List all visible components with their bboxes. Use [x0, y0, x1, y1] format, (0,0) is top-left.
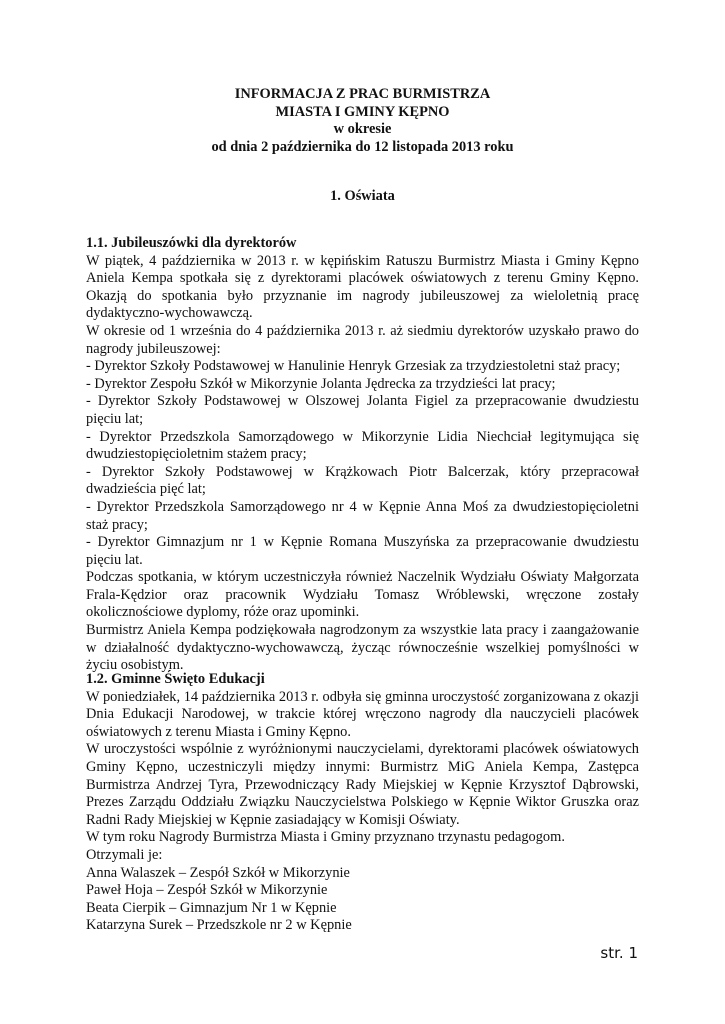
document-header	[0, 86, 725, 156]
subsection-heading: 1.1. Jubileuszówki dla dyrektorów	[86, 235, 297, 251]
paragraph: W piątek, 4 października w 2013 r. w kępińskim Ratuszu Burmistrz Miasta i Gminy Kępno Aniela Kempa spotkała się z dyrektorami placówek oświatowych z terenu Gminy Kępno. Okazją do spotkania było przyznanie im nagrody jubileuszowej za wieloletnią pracę dydaktyczno-wychowawczą.	[86, 252, 639, 322]
list-item: - Dyrektor Przedszkola Samorządowego w Mikorzynie Lidia Niechciał legitymująca się dwudziestopięcioletnim stażem pracy;	[86, 428, 639, 463]
paragraph: W poniedziałek, 14 października 2013 r. odbyła się gminna uroczystość zorganizowana z okazji Dnia Edukacji Narodowej, w trakcie której wręczono nagrody dla nauczycieli placówek oświatowych z terenu Miasta i Gminy Kępno.	[86, 688, 639, 740]
list-item: - Dyrektor Gimnazjum nr 1 w Kępnie Romana Muszyńska za przepracowanie dwudziestu pięciu lat.	[86, 534, 639, 568]
list-item: Paweł Hoja – Zespół Szkół w Mikorzynie	[86, 882, 328, 899]
header-line-4: od dnia 2 października do 12 listopada 2013 roku	[211, 138, 514, 155]
list-item: - Dyrektor Zespołu Szkół w Mikorzynie Jolanta Jędrecka za trzydzieści lat pracy;	[86, 375, 556, 392]
subsection-heading: 1.2. Gminne Święto Edukacji	[86, 671, 265, 687]
list-item: - Dyrektor Szkoły Podstawowej w Olszowej Jolanta Figiel za przepracowanie dwudziestu pięciu lat;	[86, 393, 639, 427]
subsection-swieto-edukacji	[86, 671, 639, 935]
subsection-jubileuszowki	[86, 235, 639, 675]
list-item: - Dyrektor Szkoły Podstawowej w Hanulinie Henryk Grzesiak za trzydziestoletni staż pracy;	[86, 358, 621, 375]
header-line-3: w okresie	[333, 121, 392, 138]
list-item: - Dyrektor Szkoły Podstawowej w Krążkowach Piotr Balcerzak, który przepracował dwadzieścia pięć lat;	[86, 463, 639, 498]
list-item: Katarzyna Surek – Przedszkole nr 2 w Kępnie	[86, 917, 352, 934]
header-line-2: MIASTA I GMINY KĘPNO	[275, 103, 450, 120]
paragraph: Podczas spotkania, w którym uczestniczyła również Naczelnik Wydziału Oświaty Małgorzata Frala-Kędzior oraz pracownik Wydziału Tomasz Wróblewski, wręczone zostały okolicznościowe dyplomy, róże oraz upominki.	[86, 569, 639, 621]
paragraph: W uroczystości wspólnie z wyróżnionymi nauczycielami, dyrektorami placówek oświatowych Gminy Kępno, uczestniczyli między innymi: Burmistrz MiG Aniela Kempa, Zastępca Burmistrza Andrzej Tyra, Przewodniczący Rady Miejskiej w Kępnie Krzysztof Dąbrowski, Prezes Zarządu Oddziału Związku Nauczycielstwa Polskiego w Kępnie Wiktor Gruszka oraz Radni Rady Miejskiej w Kępnie zasiadający w Komisji Oświaty.	[86, 741, 639, 828]
section-title-oswiata: 1. Oświata	[330, 188, 395, 204]
list-item: Beata Cierpik – Gimnazjum Nr 1 w Kępnie	[86, 899, 337, 916]
list-item: Anna Walaszek – Zespół Szkół w Mikorzynie	[86, 864, 350, 881]
paragraph: Burmistrz Aniela Kempa podziękowała nagrodzonym za wszystkie lata pracy i zaangażowanie w działalność dydaktyczno-wychowawczą, życząc równocześnie wszelkiej pomyślności w życiu osobistym.	[86, 622, 639, 674]
paragraph: W tym roku Nagrody Burmistrza Miasta i Gminy przyznano trzynastu pedagogom.	[86, 829, 565, 846]
page-number: str. 1	[600, 944, 638, 962]
paragraph: Otrzymali je:	[86, 846, 163, 863]
paragraph: W okresie od 1 września do 4 października 2013 r. aż siedmiu dyrektorów uzyskało prawo do nagrody jubileuszowej:	[86, 322, 639, 357]
list-item: - Dyrektor Przedszkola Samorządowego nr 4 w Kępnie Anna Moś za dwudziestopięcioletni staż pracy;	[86, 498, 639, 533]
header-line-1: INFORMACJA Z PRAC BURMISTRZA	[234, 86, 491, 102]
